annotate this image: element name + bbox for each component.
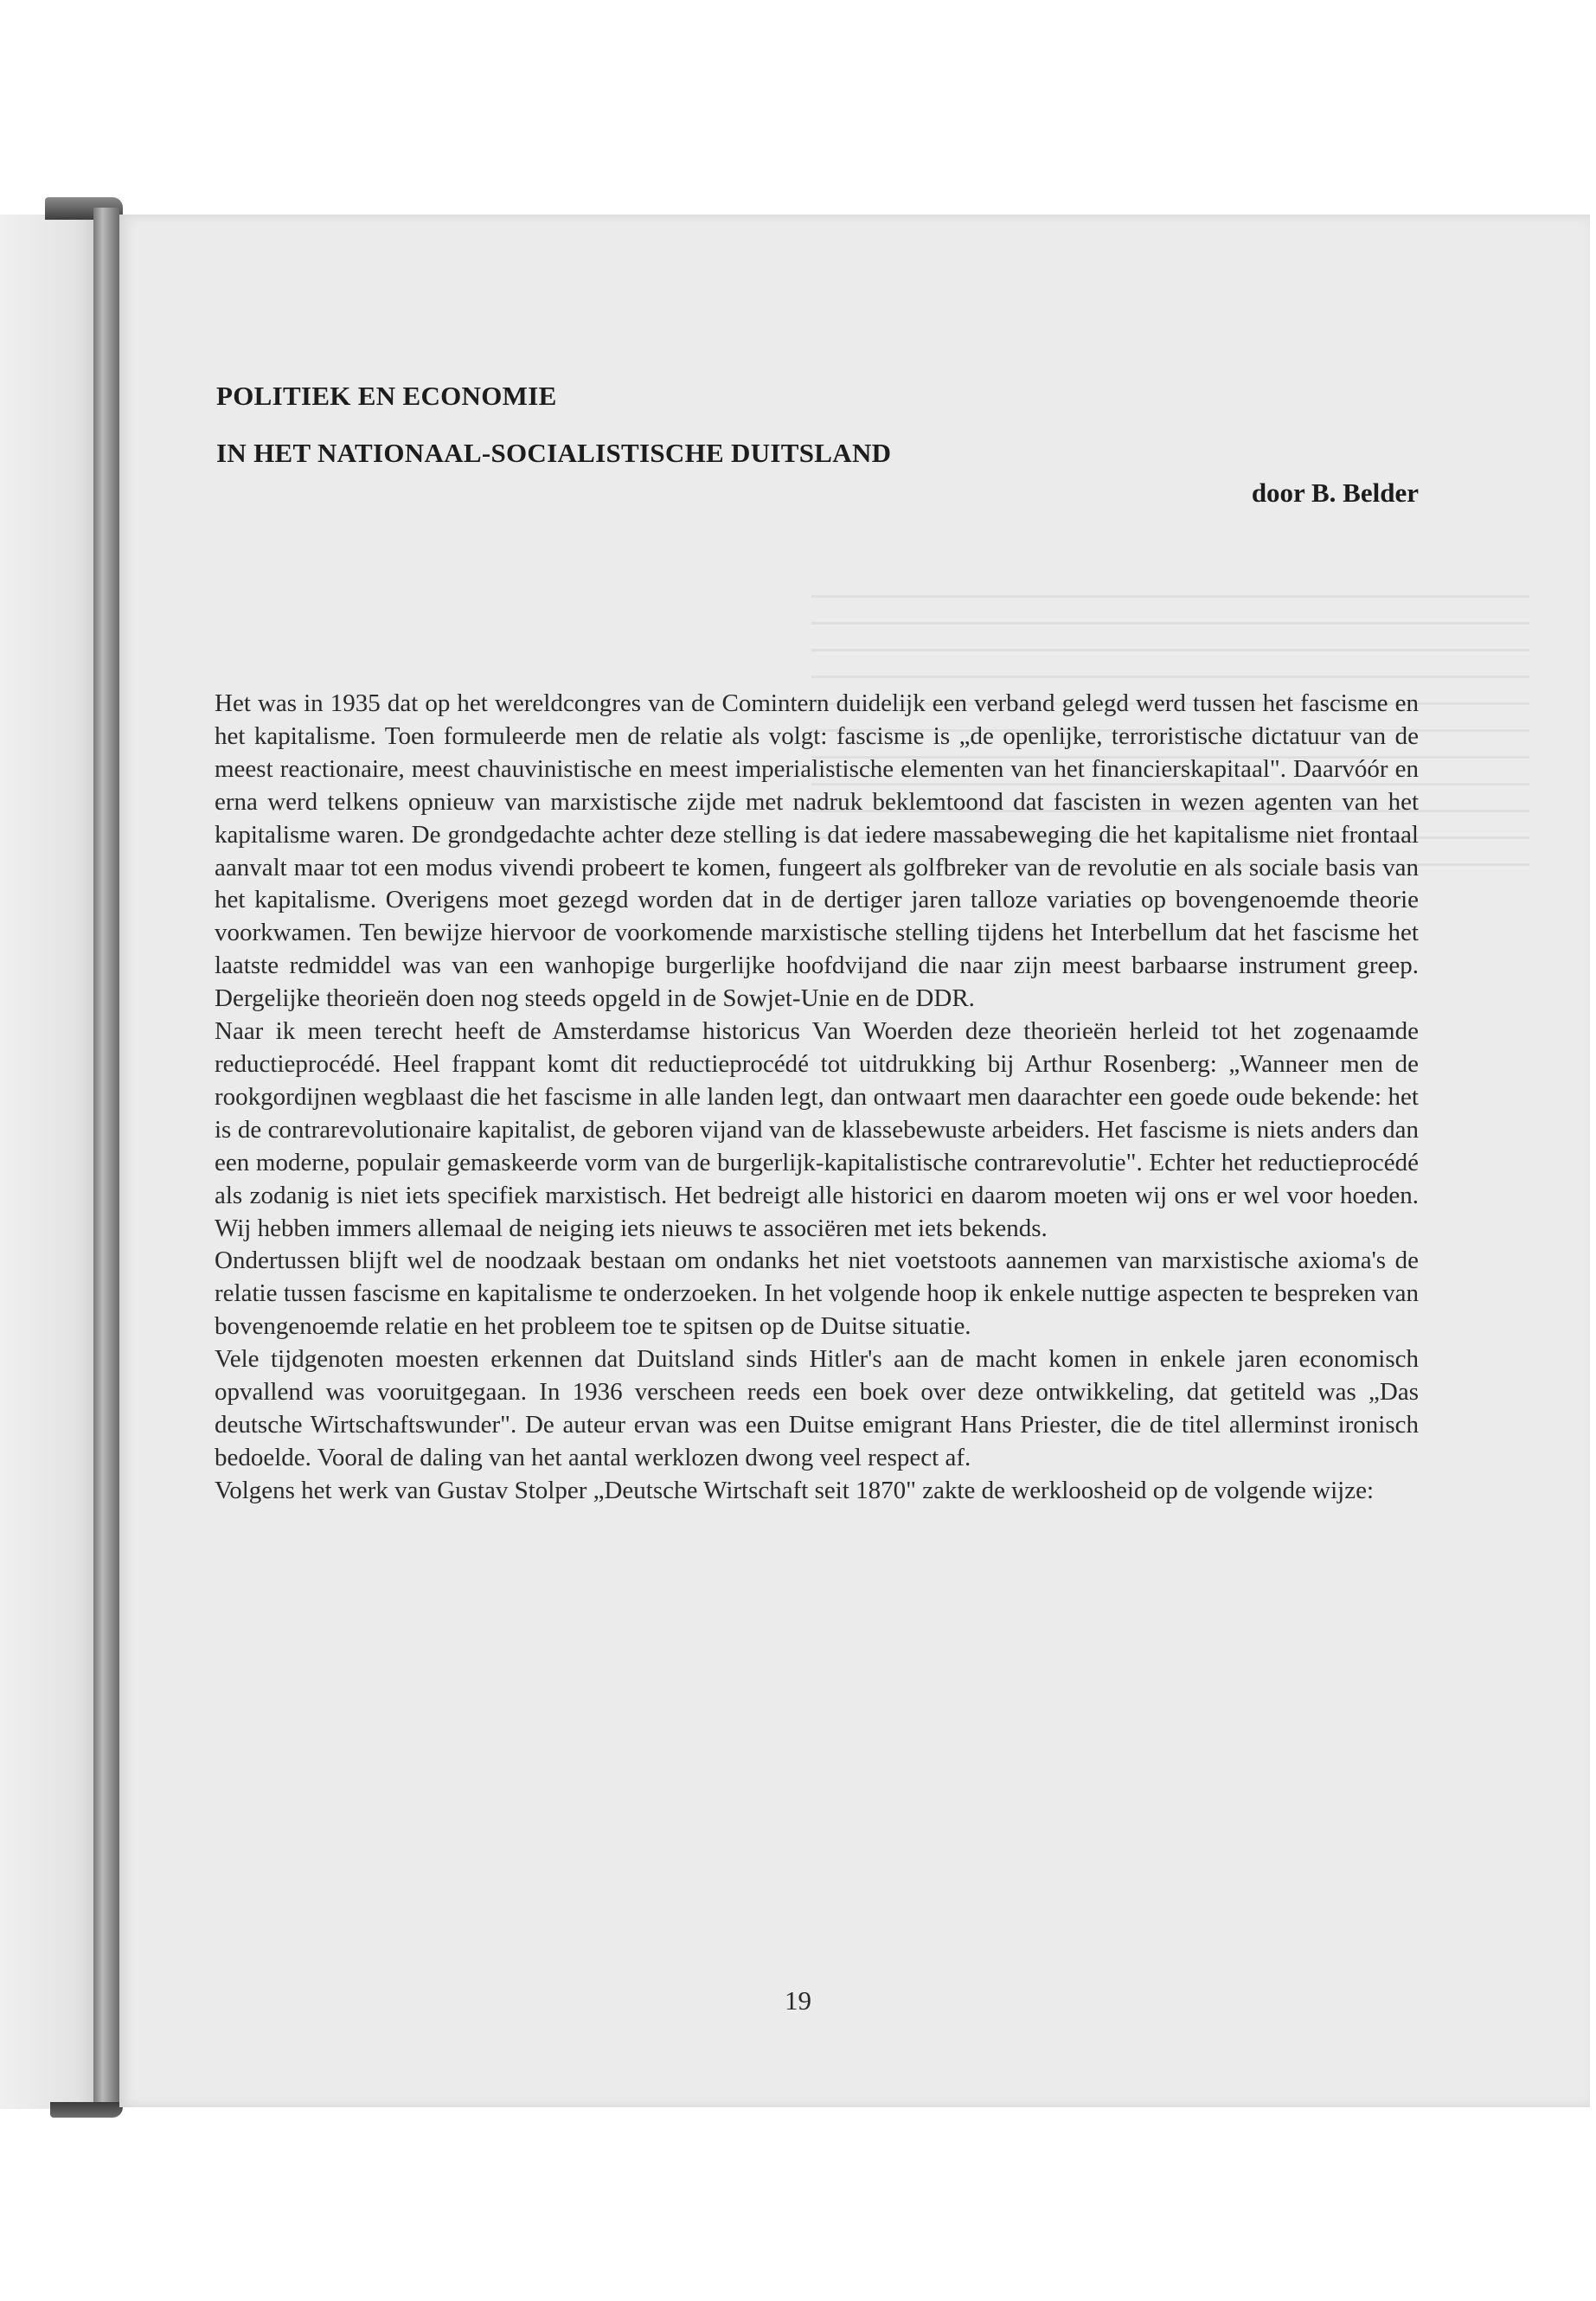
article-title-line-2: IN HET NATIONAAL-SOCIALISTISCHE DUITSLAND (216, 438, 892, 468)
article-title-line-1: POLITIEK EN ECONOMIE (216, 381, 557, 411)
book-spine (93, 208, 119, 2112)
binding-bottom (50, 2102, 123, 2118)
article-author: door B. Belder (1251, 478, 1419, 508)
article-body (215, 688, 1419, 1508)
paragraph: Vele tijdgenoten moesten erkennen dat Duitsland sinds Hitler's aan de macht komen in enkele jaren economisch opvallend was vooruitgegaan. In 1936 verscheen reeds een boek over deze ontwikkeling, dat getiteld was „Das deutsche Wirtschaftswunder". De auteur ervan was een Duitse emigrant Hans Priester, die de titel allerminst ironisch bedoelde. Vooral de daling van het aantal werklozen dwong veel respect af. (215, 1345, 1419, 1471)
paragraph: Naar ik meen terecht heeft de Amsterdamse historicus Van Woerden deze theorieën herleid tot het zogenaamde reductieprocédé. Heel frappant komt dit reductieprocédé tot uitdrukking bij Arthur Rosenberg: „Wanneer men de rookgordijnen wegblaast die het fascisme in alle landen legt, dan ontwaart men daarachter een goede oude bekende: het is de contrarevolutionaire kapitalist, de geboren vijand van de klassebewuste arbeiders. Het fascisme is niets anders dan een moderne, populair gemaskeerde vorm van de burgerlijk-kapitalistische contrarevolutie". Echter het reductieprocédé als zodanig is niet iets specifiek marxistisch. Het bedreigt alle historici en daarom moeten wij ons er wel voor hoeden. Wij hebben immers allemaal de neiging iets nieuws te associëren met iets bekends. (215, 1017, 1419, 1242)
previous-page-edge (0, 215, 95, 2109)
paragraph: Het was in 1935 dat op het wereldcongres van de Comintern duidelijk een verband gelegd werd tussen het fascisme en het kapitalisme. Toen formuleerde men de relatie als volgt: fascisme is „de openlijke, terroristische dictatuur van de meest reactionaire, meest chauvinistische en meest imperialistische elementen van het financierskapitaal". Daarvóór en erna werd telkens opnieuw van marxistische zijde met nadruk beklemtoond dat fascisten in wezen agenten van het kapitalisme waren. De grondgedachte achter deze stelling is dat iedere massabeweging die het kapitalisme niet frontaal aanvalt maar tot een modus vivendi probeert te komen, fungeert als golfbreker van de revolutie en als sociale basis van het kapitalisme. Overigens moet gezegd worden dat in de dertiger jaren talloze variaties op bovengenoemde theorie voorkwamen. Ten bewijze hiervoor de voorkomende marxistische stelling tijdens het Interbellum dat het fascisme het laatste redmiddel was van een wanhopige burgerlijke hoofdvijand die naar zijn meest barbaarse instrument greep. Dergelijke theorieën doen nog steeds opgeld in de Sowjet-Unie en de DDR. (215, 689, 1419, 1013)
paragraph: Volgens het werk van Gustav Stolper „Deutsche Wirtschaft seit 1870" zakte de werkloosheid op de volgende wijze: (215, 1476, 1375, 1504)
page-number: 19 (785, 1985, 811, 2016)
paragraph: Ondertussen blijft wel de noodzaak bestaan om ondanks het niet voetstoots aannemen van marxistische axioma's de relatie tussen fascisme en kapitalisme te onderzoeken. In het volgende hoop ik enkele nuttige aspecten te bespreken van bovengenoemde relatie en het probleem toe te spitsen op de Duitse situatie. (215, 1247, 1419, 1341)
